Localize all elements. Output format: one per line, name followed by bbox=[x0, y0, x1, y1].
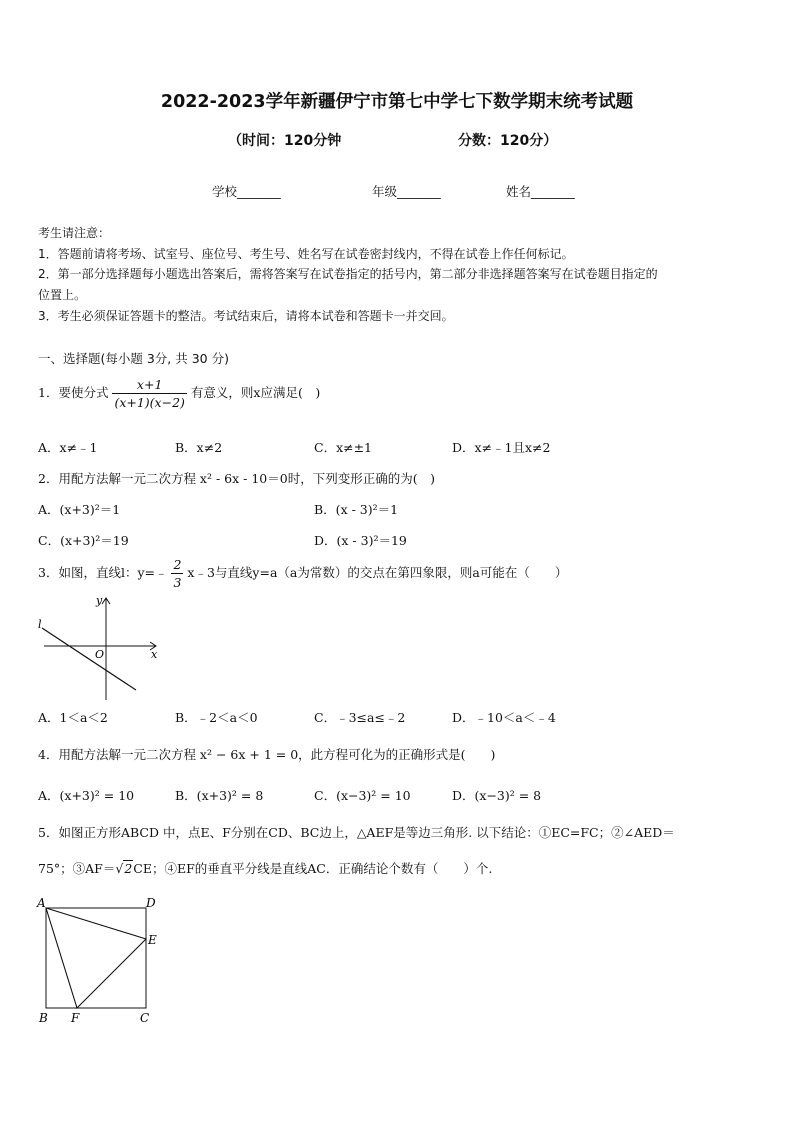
name-field: 姓名_______ bbox=[506, 184, 575, 199]
section-heading: 一、选择题(每小题 3分, 共 30 分) bbox=[38, 351, 229, 366]
q1-option-a: A．x≠﹣1 bbox=[38, 440, 98, 455]
q3-prefix: 3．如图，直线l：y=﹣ bbox=[38, 565, 168, 580]
label-c: C bbox=[140, 1011, 150, 1025]
q1-numerator: x+1 bbox=[112, 376, 186, 394]
q1-suffix: 有意义，则x应满足( ) bbox=[190, 385, 321, 400]
notice-item-2: 2．第一部分选择题每小题选出答案后，需将答案写在试卷指定的括号内，第二部分非选择题答案写在试卷题目指定的 bbox=[38, 267, 658, 281]
q2-option-b: B．(x - 3)²＝1 bbox=[314, 502, 399, 517]
q3-option-b: B．﹣2＜a＜0 bbox=[175, 710, 258, 725]
q4-option-b: B．(x+3)² = 8 bbox=[175, 788, 264, 803]
exam-time: （时间：120分钟 bbox=[228, 133, 342, 149]
q5-line2-end: CE；④EF的垂直平分线是直线AC．正确结论个数有（ ）个. bbox=[133, 861, 493, 876]
q5-line2-start: 75°；③AF＝ bbox=[38, 861, 116, 876]
q1-prefix: 1．要使分式 bbox=[38, 385, 109, 400]
label-y: y bbox=[96, 594, 103, 607]
label-f: F bbox=[71, 1011, 80, 1025]
label-x: x bbox=[151, 648, 158, 661]
triangle-aef bbox=[46, 908, 146, 1008]
label-a: A bbox=[37, 896, 46, 910]
q3-fraction bbox=[171, 556, 183, 591]
label-origin: O bbox=[95, 648, 105, 661]
q3-suffix: x﹣3与直线y=a（a为常数）的交点在第四象限，则a可能在（ ） bbox=[187, 565, 568, 580]
page-title: 2022-2023学年新疆伊宁市第七中学七下数学期末统考试题 bbox=[160, 92, 634, 112]
label-b: B bbox=[39, 1011, 48, 1025]
q2-option-c: C．(x+3)²＝19 bbox=[38, 533, 129, 548]
exam-score: 分数：120分） bbox=[458, 133, 558, 149]
label-l: l bbox=[38, 618, 42, 631]
sqrt-symbol: √ bbox=[115, 861, 124, 876]
question-5-line-2 bbox=[38, 859, 492, 877]
notice-heading: 考生请注意： bbox=[38, 226, 111, 240]
notice-item-2-cont: 位置上。 bbox=[38, 288, 87, 302]
q3-option-d: D．﹣10＜a＜﹣4 bbox=[452, 710, 556, 725]
q4-option-d: D．(x−3)² = 8 bbox=[452, 788, 542, 803]
q5-square-figure bbox=[34, 894, 164, 1026]
notice-item-1: 1．答题前请将考场、试室号、座位号、考生号、姓名写在试卷密封线内，不得在试卷上作任何标记。 bbox=[38, 247, 574, 261]
question-2: 2．用配方法解一元二次方程 x² - 6x - 10＝0时，下列变形正确的为( ) bbox=[38, 471, 435, 486]
sqrt-radicand: 2 bbox=[124, 861, 133, 876]
question-3 bbox=[38, 556, 567, 591]
q4-option-c: C．(x−3)² = 10 bbox=[314, 788, 411, 803]
notice-item-3: 3．考生必须保证答题卡的整洁。考试结束后，请将本试卷和答题卡一并交回。 bbox=[38, 309, 454, 323]
q3-option-c: C．﹣3≤a≤﹣2 bbox=[314, 710, 406, 725]
school-field: 学校_______ bbox=[212, 184, 281, 199]
q1-option-d: D．x≠﹣1且x≠2 bbox=[452, 440, 551, 455]
q1-fraction bbox=[112, 376, 186, 411]
q3-denominator: 3 bbox=[173, 575, 182, 590]
q1-option-c: C．x≠±1 bbox=[314, 440, 373, 455]
question-1 bbox=[38, 376, 320, 411]
q3-numerator: 2 bbox=[173, 557, 182, 572]
grade-field: 年级_______ bbox=[372, 184, 441, 199]
q3-coordinate-figure bbox=[34, 592, 164, 704]
q2-option-a: A．(x+3)²＝1 bbox=[38, 502, 121, 517]
question-5-line-1: 5．如图正方形ABCD 中，点E、F分别在CD、BC边上，△AEF是等边三角形. 以下结论：①EC=FC；②∠AED＝ bbox=[38, 825, 675, 840]
label-d: D bbox=[146, 896, 156, 910]
line-l bbox=[42, 628, 136, 690]
q3-option-a: A．1＜a＜2 bbox=[38, 710, 108, 725]
q1-option-b: B．x≠2 bbox=[175, 440, 223, 455]
q1-denominator: (x+1)(x−2) bbox=[114, 395, 185, 410]
q4-option-a: A．(x+3)² = 10 bbox=[38, 788, 135, 803]
label-e: E bbox=[148, 933, 157, 947]
question-4: 4．用配方法解一元二次方程 x² − 6x + 1 = 0，此方程可化为的正确形式是( ) bbox=[38, 747, 496, 762]
q2-option-d: D．(x - 3)²＝19 bbox=[314, 533, 407, 548]
